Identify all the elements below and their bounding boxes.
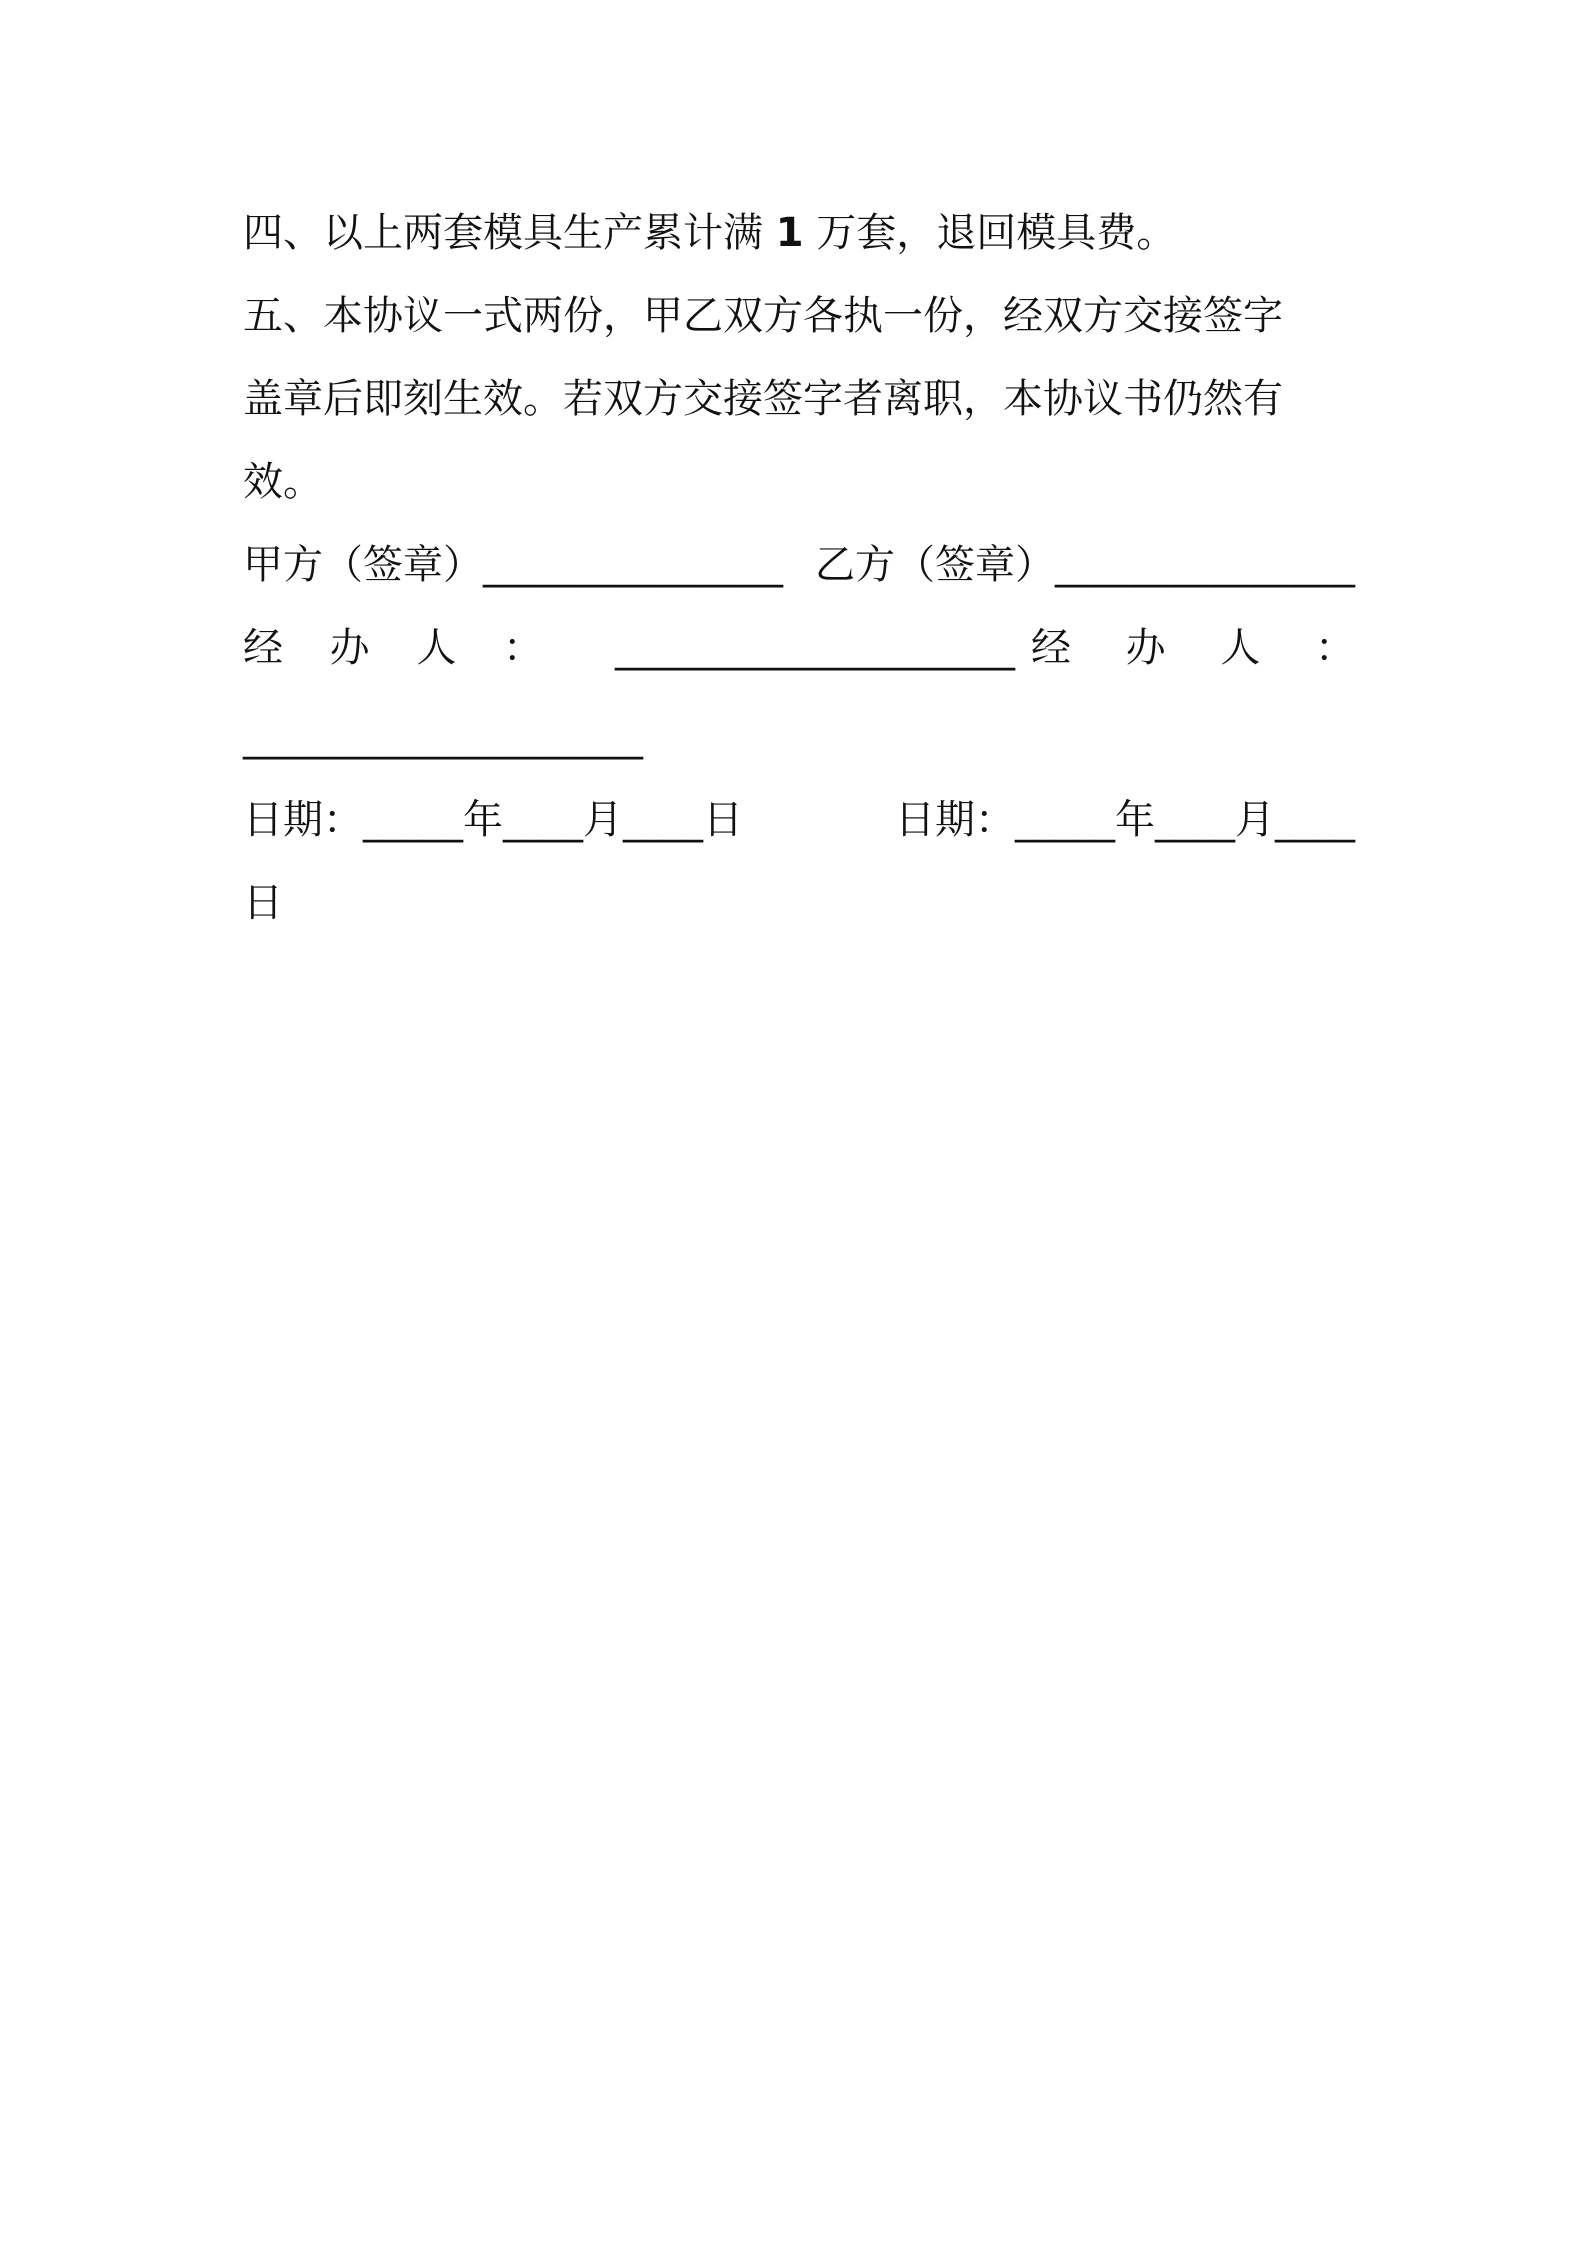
clause-4-suffix: 万套，退回模具费。 <box>816 210 1177 256</box>
handler-a-label <box>243 607 543 690</box>
clause-5-line-1: 五、本协议一式两份，甲乙双方各执一份，经双方交接签字 <box>243 293 1283 339</box>
handler-a-char-3: 人 <box>416 625 457 671</box>
clause-5-line-2: 盖章后即刻生效。若双方交接签字者离职，本协议书仍然有 <box>243 376 1283 422</box>
party-a-signature: 甲方（签章）_______________ <box>243 542 783 588</box>
document-body <box>243 192 1355 945</box>
handler-b-char-1: 经 <box>1031 625 1071 671</box>
party-signature-row <box>243 524 1355 607</box>
date-b-tail: 日 <box>243 880 283 926</box>
handler-a-char-4: ： <box>502 625 543 671</box>
date-row <box>243 779 1355 862</box>
party-b-signature: 乙方（签章）_______________ <box>815 542 1355 588</box>
date-a: 日期：_____年____月____日 <box>243 797 743 843</box>
handler-b-char-3: 人 <box>1220 625 1261 671</box>
clause-5-line-3: 效。 <box>243 459 323 505</box>
handler-row <box>243 607 1355 690</box>
handler-a-blank: ____________________ <box>615 625 1015 671</box>
handler-b-char-2: 办 <box>1125 625 1166 671</box>
clause-4-prefix: 四、以上两套模具生产累计满 <box>243 210 763 256</box>
handler-b-label <box>1031 607 1355 690</box>
date-b: 日期：_____年____月____ <box>895 797 1355 843</box>
handler-b-char-4: ： <box>1314 625 1355 671</box>
handler-a-char-2: 办 <box>329 625 370 671</box>
clause-4 <box>243 192 1355 275</box>
handler-b-blank: ____________________ <box>243 714 643 760</box>
handler-a-char-1: 经 <box>243 625 283 671</box>
clause-4-number: 1 <box>775 210 804 256</box>
